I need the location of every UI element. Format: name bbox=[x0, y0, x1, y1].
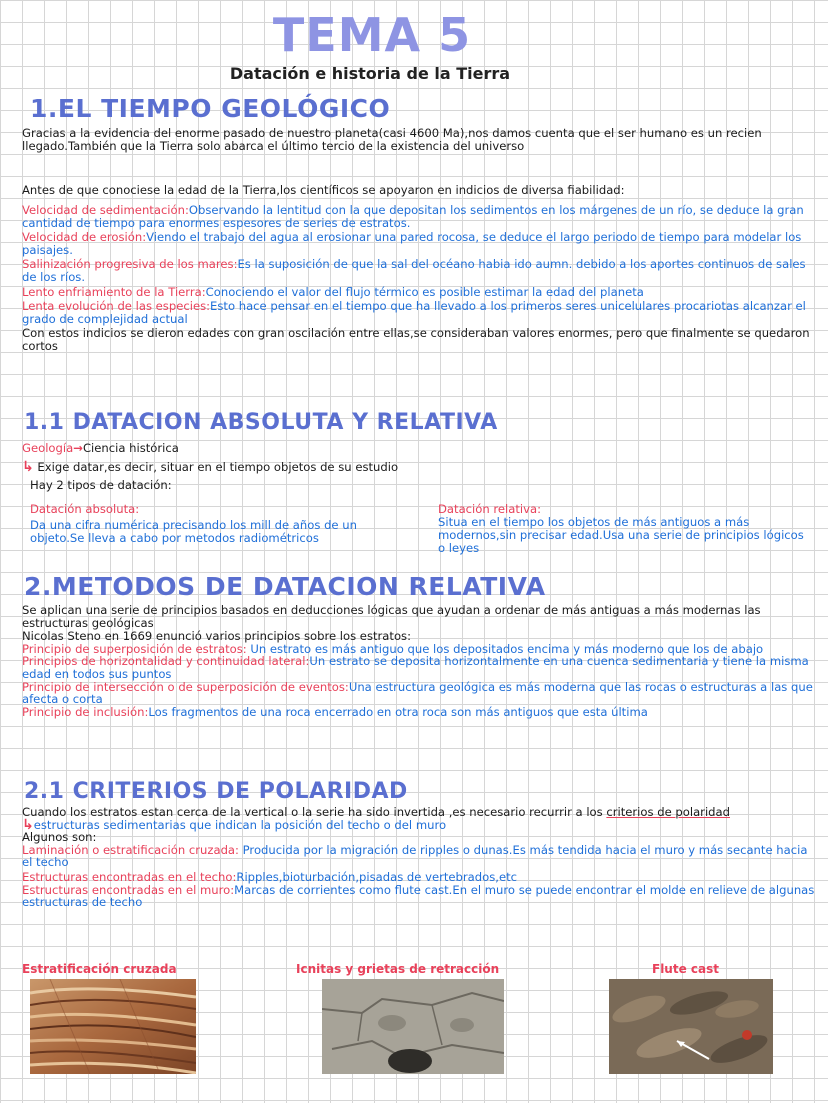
s2-item-text: Una estructura geológica es más moderna que las rocas o estructuras a las que afecta o corta bbox=[22, 679, 813, 707]
s21-body bbox=[22, 806, 818, 909]
s1-lead: Antes de que conociese la edad de la Tierra,los científicos se apoyaron en indicios de diversa fiabilidad: bbox=[22, 183, 625, 197]
s21-item-text: Ripples,bioturbación,pisadas de vertebrados,etc bbox=[236, 869, 517, 884]
section-heading-1: 1.EL TIEMPO GEOLÓGICO bbox=[30, 94, 391, 123]
s1-item-list bbox=[22, 204, 818, 353]
s21-algunos: Algunos son: bbox=[22, 830, 97, 845]
s21-item bbox=[22, 844, 818, 869]
arrow-down-right-icon: ↳ bbox=[22, 459, 34, 475]
section-heading-1-1: 1.1 DATACION ABSOLUTA Y RELATIVA bbox=[24, 410, 498, 435]
s2-item-term: Principio de superposición de estratos: bbox=[22, 641, 247, 656]
s21-item-term: Estructuras encontradas en el muro: bbox=[22, 882, 235, 897]
section-heading-2-1: 2.1 CRITERIOS DE POLARIDAD bbox=[24, 779, 408, 804]
s21-item bbox=[22, 884, 818, 909]
s11-exige-text: Exige datar,es decir, situar en el tiempo objetos de su estudio bbox=[37, 460, 399, 474]
s2-item-text: Los fragmentos de una roca encerrado en otra roca son más antiguos que esta última bbox=[148, 704, 648, 719]
s1-item bbox=[22, 204, 818, 229]
s21-item-term: Laminación o estratificación cruzada: bbox=[22, 842, 239, 857]
s1-item-text: Es la suposición de que la sal del océano habia ido aumn. debido a los aportes continuos de sales de los ríos. bbox=[22, 257, 806, 284]
s21-arrow-text: estructuras sedimentarias que indican la posición del techo o del muro bbox=[33, 817, 447, 832]
arrow-down-right-icon: ↳ bbox=[22, 816, 34, 833]
s1-item-term: Velocidad de erosión: bbox=[22, 230, 147, 245]
section-heading-2: 2.METODOS DE DATACION RELATIVA bbox=[24, 572, 546, 601]
s11-geo-text: Ciencia histórica bbox=[82, 441, 179, 455]
s1-item bbox=[22, 300, 818, 325]
s1-item-term: Velocidad de sedimentación: bbox=[22, 203, 189, 217]
abs-dating-text: Da una cifra numérica precisando los mill de años de un objeto.Se lleva a cabo por metodos radiométricos bbox=[30, 518, 357, 545]
page-subtitle: Datación e historia de la Tierra bbox=[229, 64, 511, 83]
arrow-right-icon: → bbox=[73, 441, 83, 455]
s2-item-term: Principio de intersección o de superposición de eventos: bbox=[22, 679, 349, 694]
s2-item bbox=[22, 681, 818, 706]
s21-item-text: Producida por la migración de ripples o dunas.Es más tendida hacia el muro y más secante hacia el techo bbox=[22, 842, 808, 870]
s11-geo-line bbox=[22, 442, 818, 455]
rel-dating-text: Situa en el tiempo los objetos de más antiguos a más modernos,sin precisar edad.Usa una serie de principios lógicos o leyes bbox=[438, 515, 804, 555]
flute-cast-photo bbox=[609, 979, 773, 1074]
s21-item-text: Marcas de corrientes como flute cast.En el muro se puede encontrar el molde en relieve de algunas estructuras de techo bbox=[22, 882, 815, 910]
s1-item bbox=[22, 286, 818, 299]
caption-cross-bedding: Estratificación cruzada bbox=[22, 962, 177, 976]
s1-intro: Gracias a la evidencia del enorme pasado de nuestro planeta(casi 4600 Ma),nos damos cuenta que el ser humano es un recien llegado.También que la Tierra solo abarca el último tercio de la existencia del universo bbox=[22, 126, 762, 153]
ichnites-photo bbox=[322, 979, 504, 1074]
rel-dating-box bbox=[438, 503, 808, 555]
s1-item-term: Lento enfriamiento de la Tierra: bbox=[22, 284, 206, 299]
s2-item bbox=[22, 706, 818, 719]
s11-geo-term: Geología bbox=[22, 441, 74, 455]
s21-item-term: Estructuras encontradas en el techo: bbox=[22, 869, 237, 884]
s1-item bbox=[22, 231, 818, 256]
s21-arrow-line bbox=[22, 816, 818, 833]
s2-steno: Nicolas Steno en 1669 enunció varios principios sobre los estratos: bbox=[22, 629, 411, 644]
s1-item bbox=[22, 258, 818, 283]
s11-exige-line bbox=[22, 461, 818, 474]
s2-intro: Se aplican una serie de principios basados en deducciones lógicas que ayudan a ordenar de más antiguas a más modernas las estructuras geológicas bbox=[22, 603, 761, 630]
s2-item-text: Un estrato se deposita horizontalmente en una cuenca sedimentaria y tiene la misma edad en todos sus puntos bbox=[22, 654, 809, 681]
s2-item-text: Un estrato es más antiguo que los depositados encima y más moderno que los de abajo bbox=[246, 641, 764, 656]
abs-dating-box bbox=[30, 503, 360, 545]
caption-flute-cast: Flute cast bbox=[652, 962, 719, 976]
s1-item-text: Conociendo el valor del flujo térmico es posible estimar la edad del planeta bbox=[205, 284, 644, 299]
page-title: TEMA 5 bbox=[272, 8, 472, 62]
s11-tipos: Hay 2 tipos de datación: bbox=[30, 478, 172, 492]
s2-body bbox=[22, 604, 818, 718]
s2-item bbox=[22, 655, 818, 680]
cross-bedding-photo bbox=[30, 979, 196, 1074]
s2-item-term: Principios de horizontalidad y continuidad lateral: bbox=[22, 654, 310, 669]
s1-item-text: Observando la lentitud con la que depositan los sedimentos en los márgenes de un río, se deduce la gran cantidad de tiempo para enormes espesores de series de estratos. bbox=[22, 203, 804, 230]
s2-item-term: Principio de inclusión: bbox=[22, 704, 149, 719]
s1-item-text: Esto hace pensar en el tiempo que ha llevado a los primeros seres unicelulares procariotas alcanzar el grado de complejidad actual bbox=[22, 299, 806, 326]
abs-dating-label: Datación absoluta: bbox=[30, 502, 140, 516]
rel-dating-label: Datación relativa: bbox=[438, 502, 542, 516]
s1-item-term: Lenta evolución de las especies: bbox=[22, 299, 211, 314]
s21-intro-b: criterios de polaridad bbox=[606, 805, 730, 819]
s1-item-text: Viendo el trabajo del agua al erosionar una pared rocosa, se deduce el largo periodo de tiempo para modelar los paisajes. bbox=[22, 230, 802, 257]
caption-ichnites: Icnitas y grietas de retracción bbox=[296, 962, 500, 976]
s21-intro-a: Cuando los estratos estan cerca de la vertical o la serie ha sido invertida ,es necesario recurrir a los bbox=[22, 805, 603, 819]
s1-item-term: Salinización progresiva de los mares: bbox=[22, 257, 238, 272]
s1-closing: Con estos indicios se dieron edades con gran oscilación entre ellas,se consideraban valores enormes, pero que finalmente se quedaron cortos bbox=[22, 326, 810, 353]
